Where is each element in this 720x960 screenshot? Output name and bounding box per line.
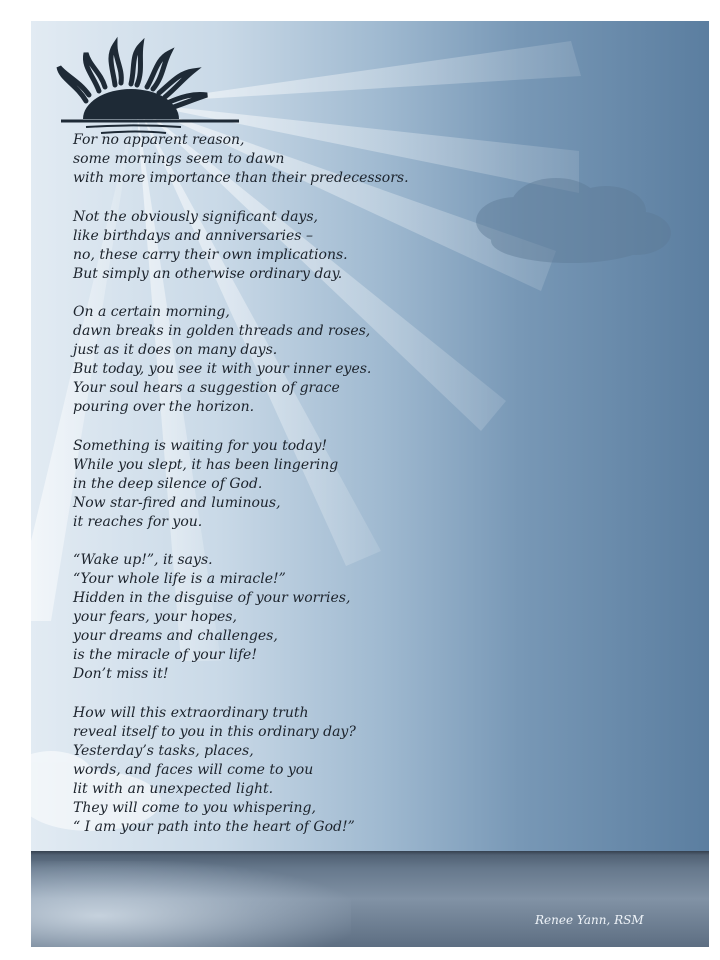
poem-line: For no apparent reason, xyxy=(73,132,245,148)
poem-line: Now star-fired and luminous, xyxy=(73,494,281,511)
poem-line: “Wake up!”, it says. xyxy=(73,552,213,568)
poem-line: Yesterday’s tasks, places, xyxy=(73,742,254,759)
poem-line: lit with an unexpected light. xyxy=(73,780,274,797)
poem-line: Don’t miss it! xyxy=(73,666,169,682)
poem-line: But today, you see it with your inner eyes. xyxy=(73,361,372,377)
footer-band xyxy=(31,851,709,947)
author-signature: Renee Yann, RSM xyxy=(535,913,644,927)
poem-line: your fears, your hopes, xyxy=(73,609,237,625)
poem-line: your dreams and challenges, xyxy=(73,628,278,644)
poem-line: no, these carry their own implications. xyxy=(73,246,348,263)
poem-stanza xyxy=(73,208,493,284)
poem-line: in the deep silence of God. xyxy=(73,475,263,492)
poem-line: words, and faces will come to you xyxy=(73,761,314,778)
poem-line: They will come to you whispering, xyxy=(73,799,316,816)
poem-poster xyxy=(31,21,709,947)
poem-line: it reaches for you. xyxy=(73,513,203,530)
poem-line: Something is waiting for you today! xyxy=(73,437,328,454)
poem-line: Your soul hears a suggestion of grace xyxy=(73,380,340,396)
poem-line: dawn breaks in golden threads and roses, xyxy=(73,323,371,339)
poem-line: But simply an otherwise ordinary day. xyxy=(73,265,343,282)
poem-line: “Your whole life is a miracle!” xyxy=(73,571,286,587)
poem-stanza xyxy=(73,704,493,837)
poem-line: reveal itself to you in this ordinary day? xyxy=(73,723,356,740)
poem-stanza xyxy=(73,131,493,188)
poem-stanza xyxy=(73,303,493,417)
poem-line: Not the obviously significant days, xyxy=(73,208,318,225)
poem-text xyxy=(73,131,493,856)
poem-stanza xyxy=(73,437,493,532)
rising-sun-icon xyxy=(31,29,246,139)
poem-line: Hidden in the disguise of your worries, xyxy=(73,590,351,606)
poem-line: some mornings seem to dawn xyxy=(73,151,285,167)
footer-divider xyxy=(31,851,709,855)
poem-line: How will this extraordinary truth xyxy=(73,704,309,721)
poem-line: “ I am your path into the heart of God!” xyxy=(73,818,355,835)
poem-line: like birthdays and anniversaries – xyxy=(73,227,313,244)
poem-stanza xyxy=(73,551,493,684)
footer-glow xyxy=(31,861,351,947)
poem-line: with more importance than their predecessors. xyxy=(73,170,409,186)
poem-line: While you slept, it has been lingering xyxy=(73,456,339,473)
poem-line: is the miracle of your life! xyxy=(73,647,257,663)
poem-line: On a certain morning, xyxy=(73,304,230,320)
poem-line: just as it does on many days. xyxy=(73,342,278,358)
poem-line: pouring over the horizon. xyxy=(73,399,255,415)
